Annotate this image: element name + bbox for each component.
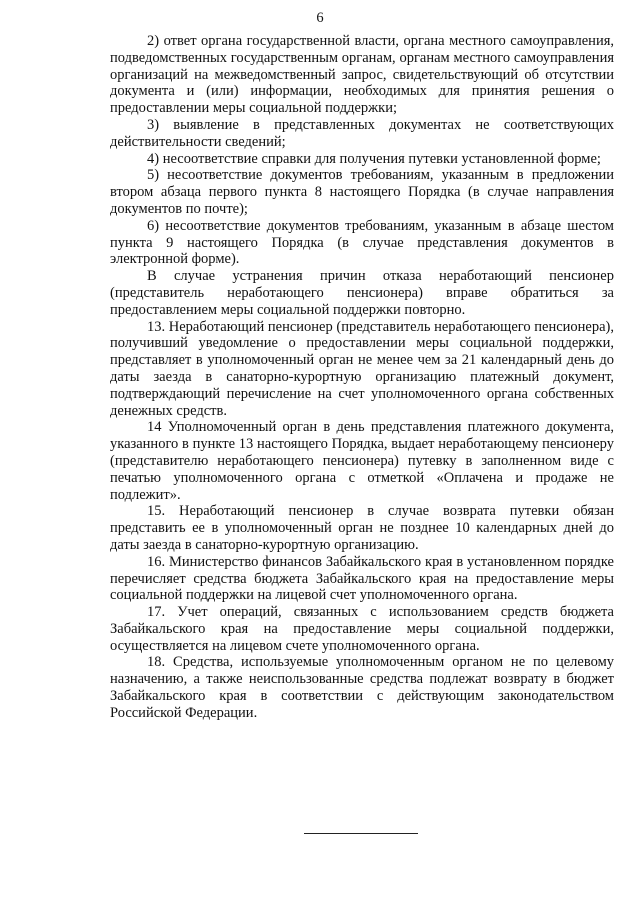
paragraph-clause-15: 15. Неработающий пенсионер в случае возврата путевки обязан представить ее в уполномоченный орган не позднее 10 календарных дней до даты заезда в санаторно-курортную организацию. xyxy=(110,503,614,553)
paragraph-refusal-retry: В случае устранения причин отказа неработающий пенсионер (представитель неработающего пенсионера) вправе обратиться за предоставлением меры социальной поддержки повторно. xyxy=(110,268,614,318)
paragraph-item-2: 2) ответ органа государственной власти, органа местного самоуправления, подведомственных государственным органам, органам местного самоуправления организаций на межведомственный запрос, свидетельствующий об отсутствии документа и (или) информации, необходимых для принятия решения о предоставлении меры социальной поддержки; xyxy=(110,33,614,117)
paragraph-item-4: 4) несоответствие справки для получения путевки установленной форме; xyxy=(147,150,601,167)
paragraph-clause-18: 18. Средства, используемые уполномоченным органом не по целевому назначению, а также неиспользованные средства подлежат возврату в бюджет Забайкальского края в соответствии с действующим законодательством Российской Федерации. xyxy=(110,654,614,721)
end-separator-line xyxy=(304,833,418,834)
paragraph-item-5: 5) несоответствие документов требованиям, указанным в предложении втором абзаца первого пункта 8 настоящего Порядка (в случае направления документов по почте); xyxy=(110,167,614,217)
paragraph-item-3: 3) выявление в представленных документах не соответствующих действительности сведений; xyxy=(110,116,614,150)
paragraph-clause-14: 14 Уполномоченный орган в день представления платежного документа, указанного в пункте 13 настоящего Порядка, выдает неработающему пенсионеру (представителю неработающего пенсионера) путевку в заполненном виде с печатью уполномоченного органа с отметкой «Оплачена и продаже не подлежит». xyxy=(110,419,614,503)
paragraph-clause-13: 13. Неработающий пенсионер (представитель неработающего пенсионера), получивший уведомление о предоставлении меры социальной поддержки, представляет в уполномоченный орган не менее чем за 21 календарный день до даты заезда в санаторно-курортную организацию платежный документ, подтверждающий перечисление на счет уполномоченного органа собственных денежных средств. xyxy=(110,318,614,419)
page-number: 6 xyxy=(316,10,324,26)
document-body xyxy=(110,33,614,722)
paragraph-clause-16: 16. Министерство финансов Забайкальского края в установленном порядке перечисляет средства бюджета Забайкальского края на предоставление меры социальной поддержки на лицевой счет уполномоченного органа. xyxy=(110,553,614,604)
paragraph-clause-17: 17. Учет операций, связанных с использованием средств бюджета Забайкальского края на предоставление меры социальной поддержки, осуществляется на лицевом счете уполномоченного органа. xyxy=(110,604,614,654)
paragraph-item-6: 6) несоответствие документов требованиям, указанным в абзаце шестом пункта 9 настоящего Порядка (в случае представления документов в электронной форме). xyxy=(110,217,614,268)
